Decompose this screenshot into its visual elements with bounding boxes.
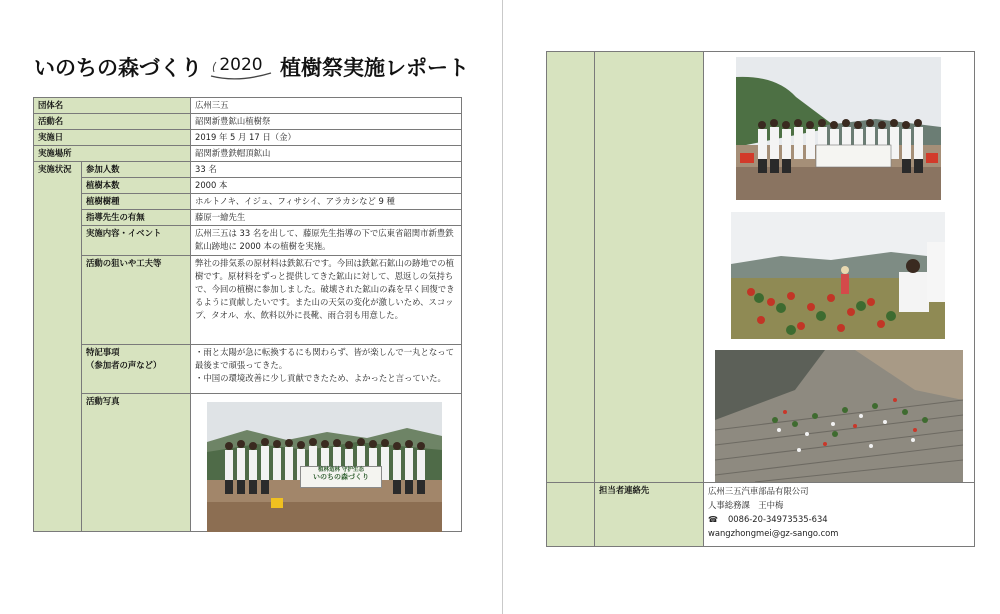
row-team [34, 98, 462, 114]
row-notes [34, 345, 462, 394]
value-trees: 2000 本 [191, 178, 462, 194]
label-notes-line1: 特記事項 [86, 347, 120, 357]
photos-label-continued [595, 52, 704, 483]
banner-line2: いのちの森づくり [313, 473, 369, 481]
label-photos: 活動写真 [82, 394, 191, 532]
contact-phone-line [708, 512, 970, 526]
label-trees: 植樹本数 [82, 178, 191, 194]
report-title [34, 50, 469, 84]
value-content: 広州三五は 33 名を出して、藤原先生指導の下で広東省韶関市新豊鉄鉱山跡地に 2000 本の植樹を実施。 [191, 226, 462, 256]
value-date: 2019 年 5 月 17 日（金） [191, 130, 462, 146]
value-activity: 韶関新豊鉱山植樹祭 [191, 114, 462, 130]
label-notes-line2: （参加者の声など） [86, 360, 162, 370]
label-date: 実施日 [34, 130, 191, 146]
label-aim: 活動の狙いや工夫等 [82, 256, 191, 345]
row-species [34, 194, 462, 210]
row-activity [34, 114, 462, 130]
label-team: 団体名 [34, 98, 191, 114]
label-content: 実施内容・イベント [82, 226, 191, 256]
label-place: 実施場所 [34, 146, 191, 162]
label-contact: 担当者連絡先 [595, 483, 704, 547]
row-place [34, 146, 462, 162]
label-notes [82, 345, 191, 394]
group-photo-right [736, 57, 941, 200]
title-year: 2020 [219, 55, 263, 75]
label-instructor: 指導先生の有無 [82, 210, 191, 226]
value-instructor: 藤原一繪先生 [191, 210, 462, 226]
banner-line1: 植林造林 守护生态 [318, 467, 364, 473]
page-divider [502, 0, 503, 614]
title-suffix: 植樹祭実施レポート [280, 56, 469, 80]
title-year-block [208, 52, 274, 82]
row-participants [34, 162, 462, 178]
label-activity: 活動名 [34, 114, 191, 130]
contact-email: wangzhongmei@gz-sango.com [708, 528, 839, 538]
contact-empty-cell [547, 483, 595, 547]
title-prefix: いのちの森づくり [34, 56, 202, 80]
status-column-continued [547, 52, 595, 483]
row-instructor [34, 210, 462, 226]
value-contact [704, 483, 975, 547]
notes-line2: ・中国の環境改善に少し貢献できたため、よかったと言っていた。 [195, 373, 446, 383]
planting-photo [731, 212, 945, 339]
value-place: 韶関新豊鉄帽頂鉱山 [191, 146, 462, 162]
value-notes [191, 345, 462, 394]
phone-icon: ☎ [708, 515, 718, 524]
value-species: ホルトノキ、イジュ、フィサシイ、アラカシなど 9 種 [191, 194, 462, 210]
contact-department: 人事総務課 王中梅 [708, 500, 784, 510]
label-participants: 参加人数 [82, 162, 191, 178]
notes-line1: ・雨と太陽が急に転換するにも関わらず、皆が楽しんで一丸となって最後まで頑張ってきた。 [195, 347, 454, 370]
value-participants: 33 名 [191, 162, 462, 178]
aerial-photo [715, 350, 963, 482]
value-aim: 弊社の排気系の原材料は鉄鉱石です。今回は鉄鉱石鉱山の跡地での植樹です。原材料をずっと提供してきた鉱山に対して、恩返しの気持ちで、今回の植樹に参加しました。破壊された鉱山の森を早く回復できるように貢献したいです。また山の天気の変化が激しいため、スコップ、タオル、水、飲料以外に長靴、雨合羽も用意した。 [191, 256, 462, 345]
row-aim [34, 256, 462, 345]
row-date [34, 130, 462, 146]
contact-phone: 0086-20-34973535-634 [727, 514, 828, 524]
label-status: 実施状況 [34, 162, 82, 532]
row-trees [34, 178, 462, 194]
row-contact [547, 483, 975, 547]
contact-company: 広州三五汽車部品有限公司 [708, 486, 809, 496]
activity-banner-left [300, 466, 382, 488]
value-team: 広州三五 [191, 98, 462, 114]
row-content [34, 226, 462, 256]
label-species: 植樹樹種 [82, 194, 191, 210]
